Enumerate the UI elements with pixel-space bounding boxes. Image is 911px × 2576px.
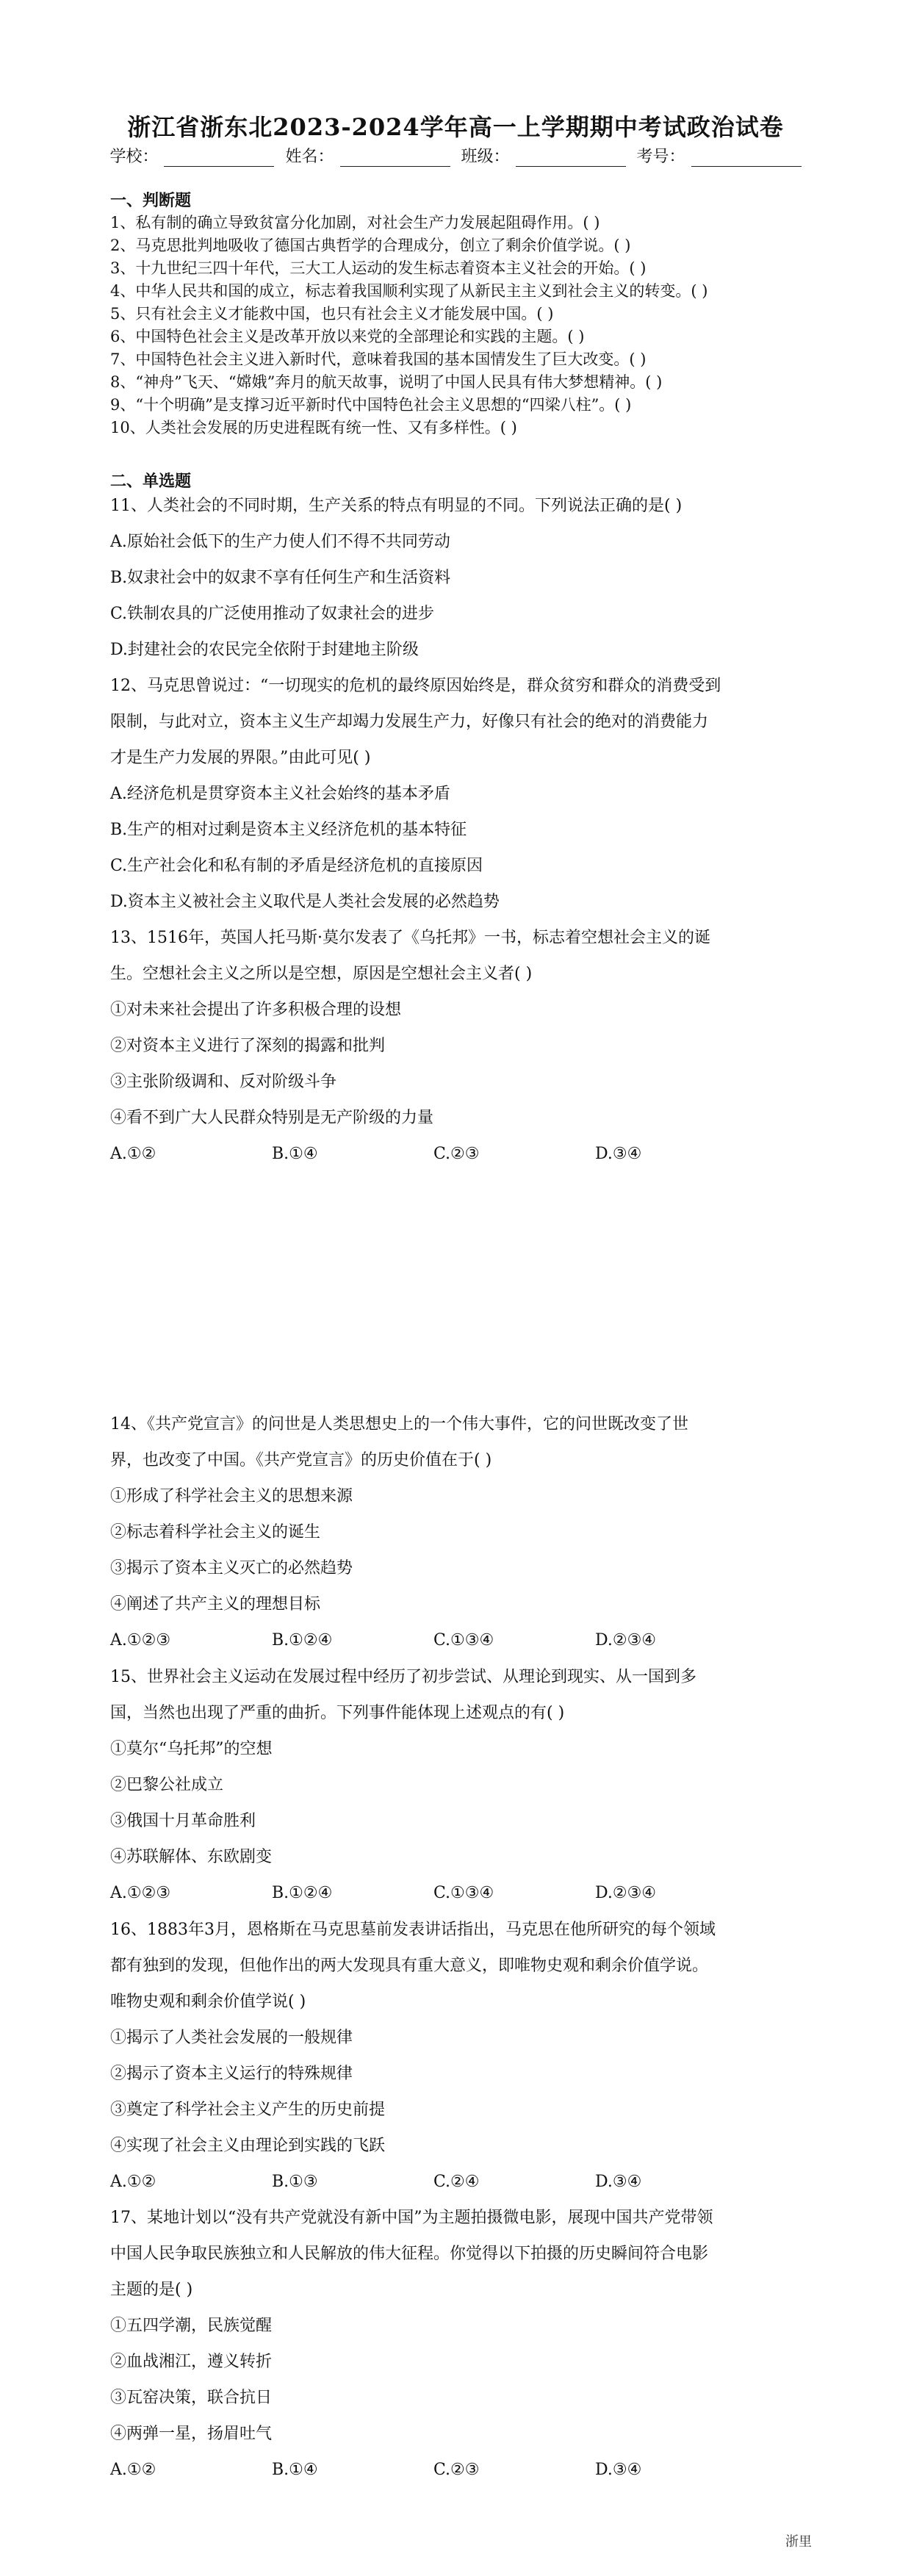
question-stem: 16、1883年3月，恩格斯在马克思墓前发表讲话指出，马克思在他所研究的每个领域	[110, 1921, 716, 1939]
question-stem: 14、《共产党宣言》的问世是人类思想史上的一个伟大事件，它的问世既改变了世	[110, 1415, 688, 1433]
option-row	[110, 2452, 801, 2488]
student-info-line	[0, 144, 911, 167]
section-heading-judge: 一、判断题	[110, 191, 192, 210]
class-label: 班级：	[461, 148, 510, 166]
statement: ①形成了科学社会主义的思想来源	[110, 1487, 353, 1505]
question-stem: 界，也改变了中国。《共产党宣言》的历史价值在于( )	[110, 1451, 492, 1469]
list-item: 6、中国特色社会主义是改革开放以来党的全部理论和实践的主题。( )	[110, 328, 585, 345]
option-b: B.①②④	[272, 1884, 333, 1902]
statement: ②巴黎公社成立	[110, 1776, 224, 1794]
choice-b: B.生产的相对过剩是资本主义经济危机的基本特征	[110, 821, 467, 839]
statement: ①对未来社会提出了许多积极合理的设想	[110, 1001, 402, 1019]
page-footer-mark: 浙里	[785, 2534, 812, 2550]
statement: ④阐述了共产主义的理想目标	[110, 1595, 321, 1613]
statement: ②标志着科学社会主义的诞生	[110, 1523, 321, 1541]
question-16	[110, 1912, 801, 2200]
list-item: 7、中国特色社会主义进入新时代，意味着我国的基本国情发生了巨大改变。( )	[110, 350, 647, 368]
question-stem: 限制，与此对立，资本主义生产却竭力发展生产力，好像只有社会的绝对的消费能力	[110, 713, 709, 731]
statement: ③揭示了资本主义灭亡的必然趋势	[110, 1559, 353, 1577]
statement: ①揭示了人类社会发展的一般规律	[110, 2029, 353, 2047]
question-stem: 都有独到的发现，但他作出的两大发现具有重大意义，即唯物史观和剩余价值学说。	[110, 1957, 709, 1975]
option-c: C.①③④	[433, 1884, 494, 1902]
list-item: 5、只有社会主义才能救中国，也只有社会主义才能发展中国。( )	[110, 305, 554, 323]
question-stem: 唯物史观和剩余价值学说( )	[110, 1993, 306, 2011]
question-11	[110, 488, 801, 668]
option-a: A.①②	[110, 2461, 156, 2479]
statement: ④看不到广大人民群众特别是无产阶级的力量	[110, 1109, 434, 1127]
list-item: 8、“神舟”飞天、“嫦娥”奔月的航天故事，说明了中国人民具有伟大梦想精神。( )	[110, 373, 663, 391]
statement: ①五四学潮，民族觉醒	[110, 2317, 273, 2335]
name-field[interactable]	[340, 150, 450, 167]
question-12	[110, 668, 801, 920]
list-item: 3、十九世纪三四十年代，三大工人运动的发生标志着资本主义社会的开始。( )	[110, 259, 647, 277]
choice-d: D.资本主义被社会主义取代是人类社会发展的必然趋势	[110, 893, 500, 911]
option-b: B.①④	[272, 2461, 318, 2479]
question-stem: 生。空想社会主义之所以是空想，原因是空想社会主义者( )	[110, 965, 533, 983]
judge-list	[110, 212, 808, 439]
question-17	[110, 2200, 801, 2488]
option-d: D.③④	[595, 1145, 642, 1163]
option-b: B.①④	[272, 1145, 318, 1163]
option-row	[110, 1136, 801, 1172]
option-d: D.②③④	[595, 1631, 657, 1649]
option-b: B.①③	[272, 2173, 318, 2191]
option-d: D.③④	[595, 2461, 642, 2479]
question-stem: 15、世界社会主义运动在发展过程中经历了初步尝试、从理论到现实、从一国到多	[110, 1668, 696, 1686]
list-item: 9、“十个明确”是支撑习近平新时代中国特色社会主义思想的“四梁八柱”。( )	[110, 396, 632, 414]
option-a: A.①②	[110, 1145, 156, 1163]
statement: ②揭示了资本主义运行的特殊规律	[110, 2065, 353, 2083]
question-stem: 11、人类社会的不同时期，生产关系的特点有明显的不同。下列说法正确的是( )	[110, 497, 683, 515]
question-stem: 才是生产力发展的界限。”由此可见( )	[110, 749, 371, 767]
statement: ③瓦窑决策，联合抗日	[110, 2389, 273, 2407]
statement: ④苏联解体、东欧剧变	[110, 1848, 273, 1866]
choice-c: C.铁制农具的广泛使用推动了奴隶社会的进步	[110, 605, 435, 623]
school-field[interactable]	[164, 150, 274, 167]
choice-b: B.奴隶社会中的奴隶不享有任何生产和生活资料	[110, 569, 451, 587]
option-c: C.②③	[433, 1145, 480, 1163]
statement: ①莫尔“乌托邦”的空想	[110, 1740, 273, 1758]
question-stem: 中国人民争取民族独立和人民解放的伟大征程。你觉得以下拍摄的历史瞬间符合电影	[110, 2245, 709, 2263]
option-row	[110, 1875, 801, 1911]
question-stem: 国，当然也出现了严重的曲折。下列事件能体现上述观点的有( )	[110, 1704, 565, 1722]
choice-d: D.封建社会的农民完全依附于封建地主阶级	[110, 641, 419, 659]
statement: ③奠定了科学社会主义产生的历史前提	[110, 2101, 386, 2119]
list-item: 2、马克思批判地吸收了德国古典哲学的合理成分，创立了剩余价值学说。( )	[110, 237, 631, 254]
choice-c: C.生产社会化和私有制的矛盾是经济危机的直接原因	[110, 857, 483, 875]
choice-a: A.经济危机是贯穿资本主义社会始终的基本矛盾	[110, 785, 450, 803]
question-stem: 12、马克思曾说过：“一切现实的危机的最终原因始终是，群众贫穷和群众的消费受到	[110, 677, 721, 695]
question-stem: 13、1516年，英国人托马斯·莫尔发表了《乌托邦》一书，标志着空想社会主义的诞	[110, 929, 710, 947]
name-label: 姓名：	[285, 148, 334, 166]
section-heading-single: 二、单选题	[110, 472, 192, 491]
question-stem: 主题的是( )	[110, 2281, 193, 2299]
statement: ③主张阶级调和、反对阶级斗争	[110, 1073, 337, 1091]
question-15	[110, 1659, 801, 1911]
statement: ②对资本主义进行了深刻的揭露和批判	[110, 1037, 386, 1055]
question-13	[110, 920, 801, 1172]
option-row	[110, 1622, 801, 1658]
list-item: 4、中华人民共和国的成立，标志着我国顺利实现了从新民主主义到社会主义的转变。( )	[110, 282, 708, 300]
exam-no-label: 考号：	[636, 148, 685, 166]
option-a: A.①②	[110, 2173, 156, 2191]
option-a: A.①②③	[110, 1884, 171, 1902]
option-row	[110, 2164, 801, 2200]
option-d: D.②③④	[595, 1884, 657, 1902]
page-title: 浙江省浙东北2023-2024学年高一上学期期中考试政治试卷	[127, 113, 784, 141]
exam-no-field[interactable]	[691, 150, 802, 167]
statement: ③俄国十月革命胜利	[110, 1812, 256, 1830]
question-stem: 17、某地计划以“没有共产党就没有新中国”为主题拍摄微电影，展现中国共产党带领	[110, 2209, 713, 2227]
option-c: C.①③④	[433, 1631, 494, 1649]
statement: ②血战湘江，遵义转折	[110, 2353, 273, 2371]
option-c: C.②③	[433, 2461, 480, 2479]
question-14	[110, 1406, 801, 1658]
option-d: D.③④	[595, 2173, 642, 2191]
statement: ④实现了社会主义由理论到实践的飞跃	[110, 2137, 386, 2155]
option-a: A.①②③	[110, 1631, 171, 1649]
option-b: B.①②④	[272, 1631, 333, 1649]
statement: ④两弹一星，扬眉吐气	[110, 2425, 273, 2443]
list-item: 10、人类社会发展的历史进程既有统一性、又有多样性。( )	[110, 419, 517, 436]
list-item: 1、私有制的确立导致贫富分化加剧，对社会生产力发展起阻碍作用。( )	[110, 214, 600, 231]
option-c: C.②④	[433, 2173, 480, 2191]
choice-a: A.原始社会低下的生产力使人们不得不共同劳动	[110, 533, 450, 551]
class-field[interactable]	[516, 150, 626, 167]
school-label: 学校：	[109, 148, 159, 166]
